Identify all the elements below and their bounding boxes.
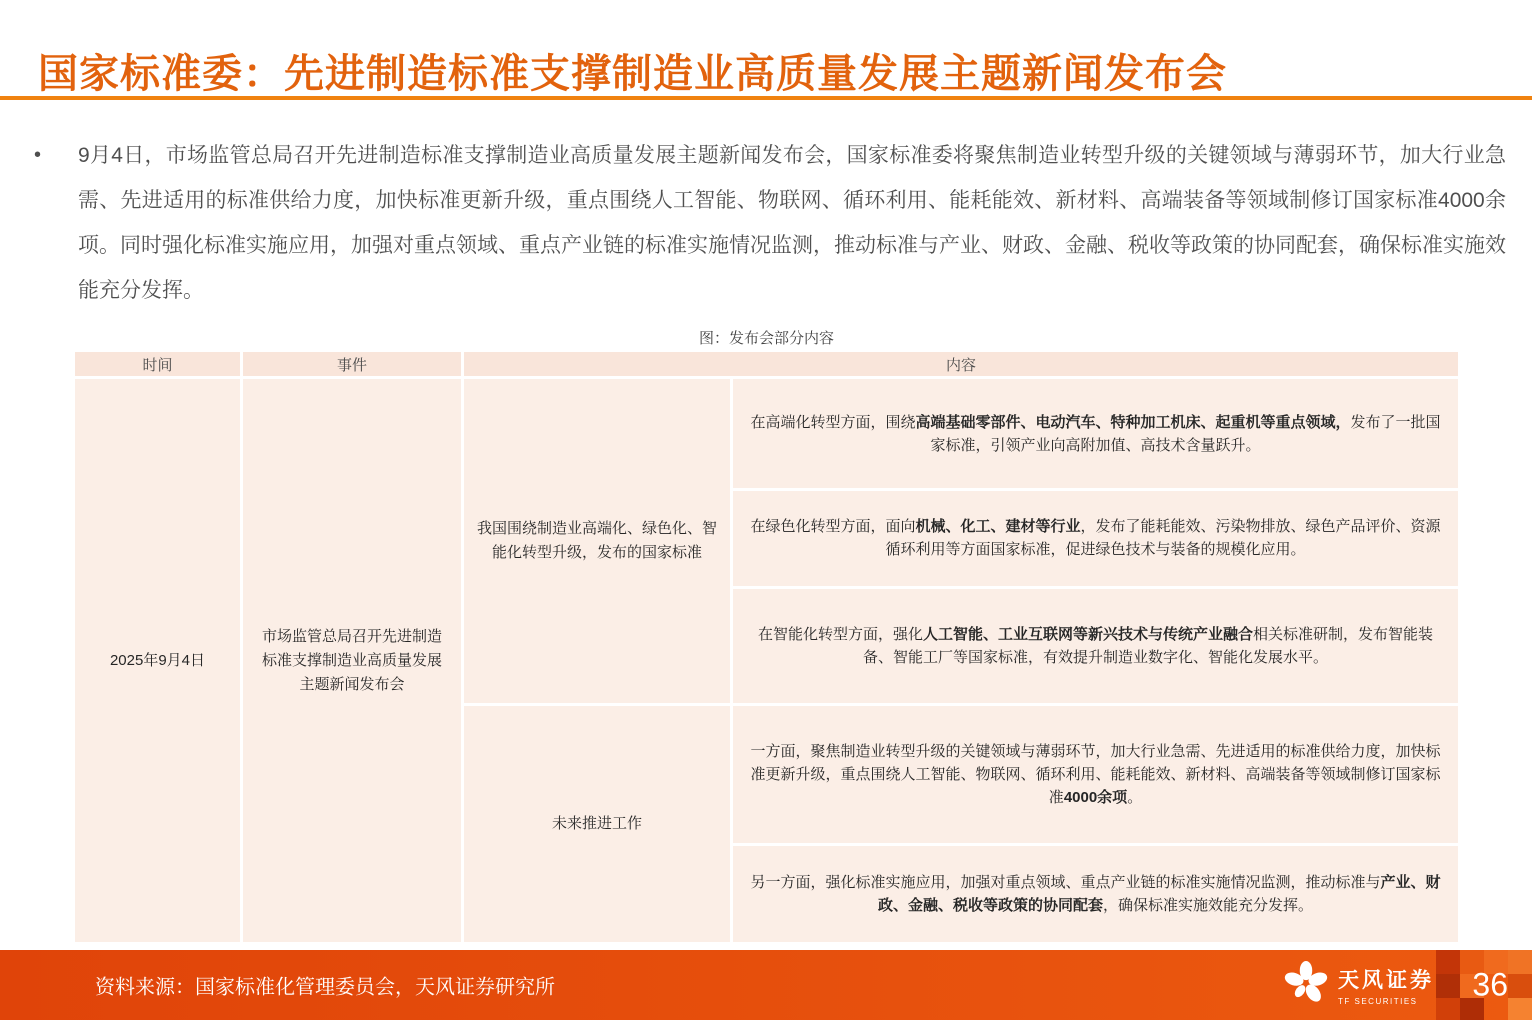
bullet-marker: • [34,144,42,166]
table-cell-event: 市场监管总局召开先进制造标准支撑制造业高质量发展主题新闻发布会 [243,379,461,942]
table-content-cell: 在高端化转型方面，围绕高端基础零部件、电动汽车、特种加工机床、起重机等重点领域，发布了一批国家标准，引领产业向高附加值、高技术含量跃升。 [733,379,1458,488]
mosaic-square [1436,974,1460,998]
summary-text: 9月4日，市场监管总局召开先进制造标准支撑制造业高质量发展主题新闻发布会，国家标准委将聚焦制造业转型升级的关键领域与薄弱环节，加大行业急需、先进适用的标准供给力度，加快标准更新升级，重点围绕人工智能、物联网、循环利用、能耗能效、新材料、高端装备等领域制修订国家标准4000余项。同时强化标准实施应用，加强对重点领域、重点产业链的标准实施情况监测，推动标准与产业、财政、金融、税收等政策的协同配套，确保标准实施效能充分发挥。 [78,144,1506,302]
table-group-label: 我国围绕制造业高端化、绿色化、智能化转型升级，发布的国家标准 [464,379,730,703]
page-number: 36 [1472,966,1508,1003]
title-underline [0,96,1532,100]
table-group-future-work [464,706,1458,942]
table-group-label: 未来推进工作 [464,706,730,942]
table-header-row [75,352,1458,376]
footer-bar [0,950,1532,1020]
figure-caption: 图：发布会部分内容 [698,330,834,347]
table-cell-time: 2025年9月4日 [75,379,240,942]
mosaic-square [1508,998,1532,1020]
summary-block [34,133,1506,313]
table-content-cell: 另一方面，强化标准实施应用，加强对重点领域、重点产业链的标准实施情况监测，推动标准与产业、财政、金融、税收等政策的协同配套，确保标准实施效能充分发挥。 [733,846,1458,942]
table-header-time: 时间 [75,352,240,376]
table-body [75,379,1458,942]
brand-text [1338,964,1434,1006]
table-content-columns [464,379,1458,942]
mosaic-square [1436,998,1460,1020]
table-content-cell: 在绿色化转型方面，面向机械、化工、建材等行业，发布了能耗能效、污染物排放、绿色产品评价、资源循环利用等方面国家标准，促进绿色技术与装备的规模化应用。 [733,491,1458,585]
brand-name-en: TF SECURITIES [1338,997,1418,1006]
mosaic-square [1436,950,1460,974]
table-content-cell: 一方面，聚焦制造业转型升级的关键领域与薄弱环节，加大行业急需、先进适用的标准供给力度，加快标准更新升级，重点围绕人工智能、物联网、循环利用、能耗能效、新材料、高端装备等领域制修订国家标准4000余项。 [733,706,1458,844]
brand-block [1283,950,1434,1020]
table-header-content: 内容 [464,352,1458,376]
table-content-rows-group2 [733,706,1458,942]
table-group-standards [464,379,1458,703]
table-header-event: 事件 [243,352,461,376]
brand-name-cn: 天风证券 [1338,969,1434,992]
table-content-rows-group1 [733,379,1458,703]
source-note: 资料来源：国家标准化管理委员会，天风证券研究所 [95,976,555,999]
table-content-cell: 在智能化转型方面，强化人工智能、工业互联网等新兴技术与传统产业融合相关标准研制，发布智能装备、智能工厂等国家标准，有效提升制造业数字化、智能化发展水平。 [733,589,1458,703]
page-title: 国家标准委：先进制造标准支撑制造业高质量发展主题新闻发布会 [38,52,1227,96]
tf-flower-logo-icon [1283,960,1329,1011]
mosaic-square [1508,974,1532,998]
mosaic-square [1508,950,1532,974]
content-table [75,352,1458,942]
